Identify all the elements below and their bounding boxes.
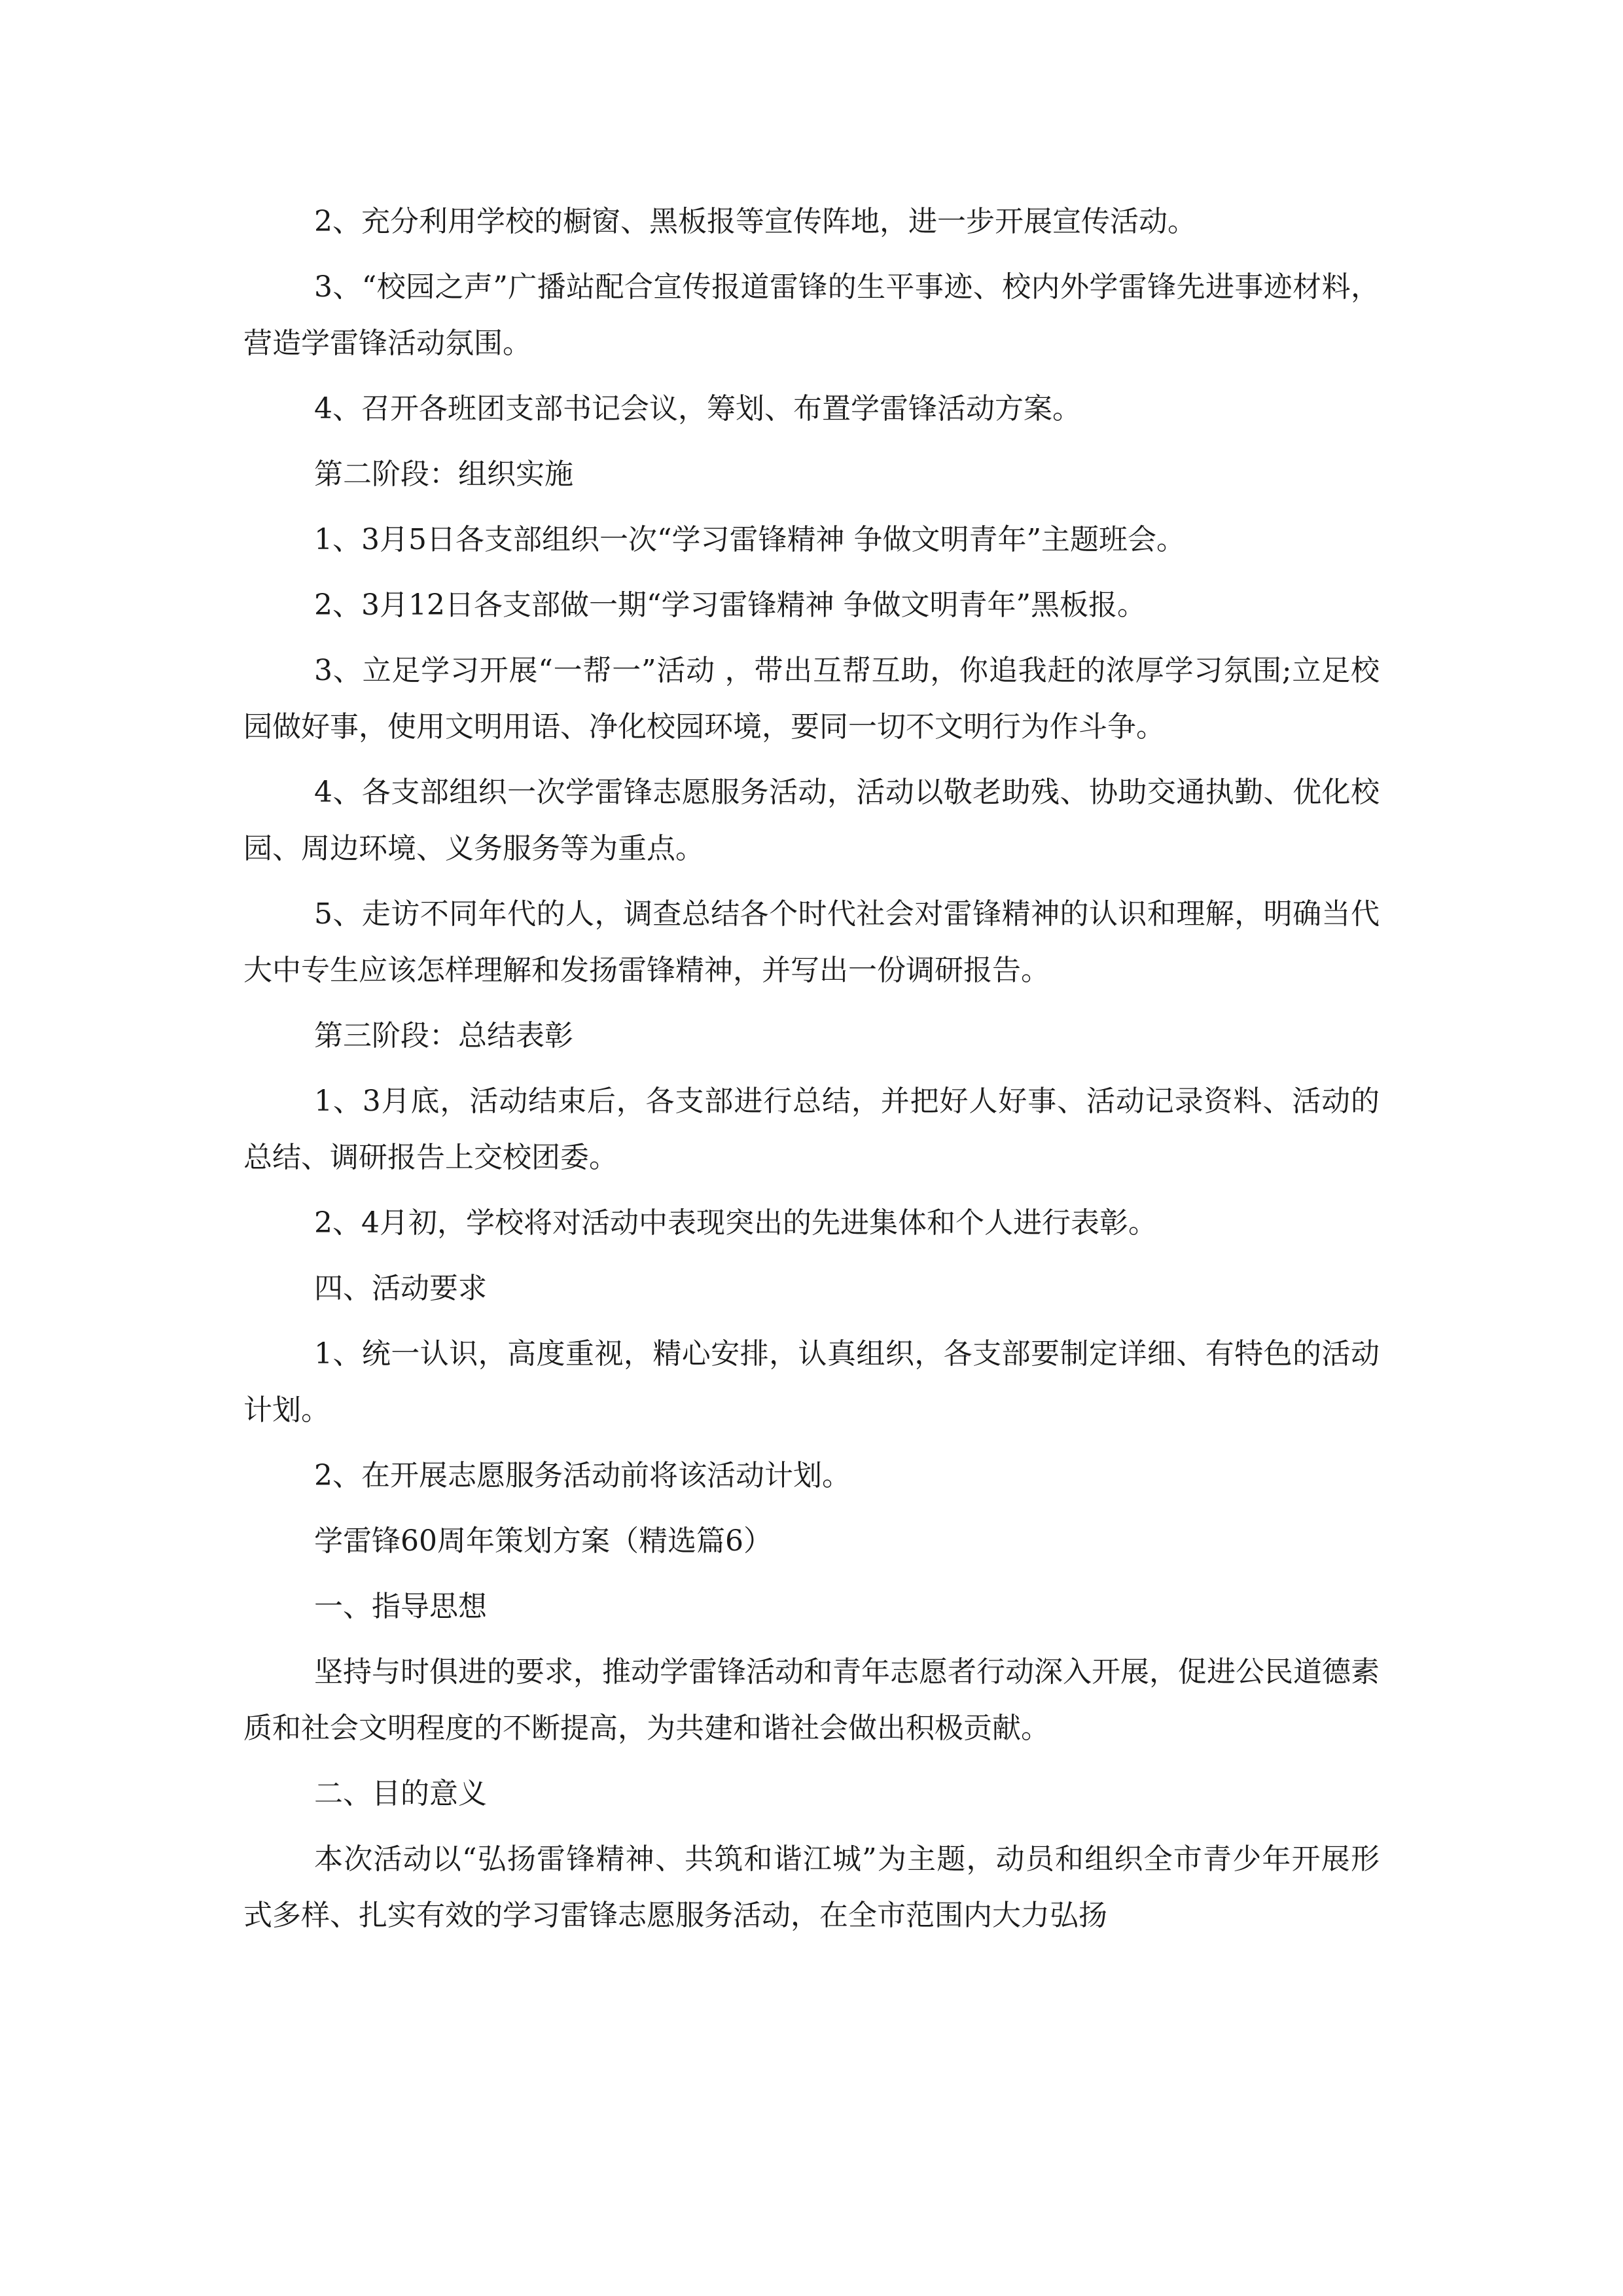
paragraph: 1、3月底，活动结束后，各支部进行总结，并把好人好事、活动记录资料、活动的总结、调研报告上交校团委。 xyxy=(243,1085,1380,1174)
paragraph: 本次活动以“弘扬雷锋精神、共筑和谐江城”为主题，动员和组织全市青少年开展形式多样、扎实有效的学习雷锋志愿服务活动，在全市范围内大力弘扬 xyxy=(243,1842,1380,1932)
paragraph: 2、充分利用学校的橱窗、黑板报等宣传阵地，进一步开展宣传活动。 xyxy=(314,205,1196,238)
paragraph: 2、在开展志愿服务活动前将该活动计划。 xyxy=(314,1459,851,1492)
paragraph: 坚持与时俱进的要求，推动学雷锋活动和青年志愿者行动深入开展，促进公民道德素质和社会文明程度的不断提高，为共建和谐社会做出积极贡献。 xyxy=(243,1655,1380,1745)
section-heading: 第三阶段：总结表彰 xyxy=(314,1019,573,1052)
section-heading: 第二阶段：组织实施 xyxy=(314,457,573,491)
paragraph: 1、统一认识，高度重视，精心安排，认真组织，各支部要制定详细、有特色的活动计划。 xyxy=(243,1337,1380,1427)
paragraph: 4、召开各班团支部书记会议，筹划、布置学雷锋活动方案。 xyxy=(314,392,1081,425)
document-body xyxy=(243,194,1380,1953)
paragraph: 4、各支部组织一次学雷锋志愿服务活动，活动以敬老助残、协助交通执勤、优化校园、周边环境、义务服务等为重点。 xyxy=(243,776,1380,865)
paragraph: 3、立足学习开展“一帮一”活动 ，带出互帮互助，你追我赶的浓厚学习氛围;立足校园做好事，使用文明用语、净化校园环境，要同一切不文明行为作斗争。 xyxy=(243,654,1380,744)
paragraph: 2、3月12日各支部做一期“学习雷锋精神 争做文明青年”黑板报。 xyxy=(314,588,1146,622)
section-heading: 四、活动要求 xyxy=(314,1272,487,1305)
paragraph: 1、3月5日各支部组织一次“学习雷锋精神 争做文明青年”主题班会。 xyxy=(314,523,1185,556)
paragraph: 2、4月初，学校将对活动中表现突出的先进集体和个人进行表彰。 xyxy=(314,1206,1157,1240)
paragraph: 3、“校园之声”广播站配合宣传报道雷锋的生平事迹、校内外学雷锋先进事迹材料，营造学雷锋活动氛围。 xyxy=(243,270,1380,360)
document-title: 学雷锋60周年策划方案（精选篇6） xyxy=(314,1524,772,1558)
section-heading: 一、指导思想 xyxy=(314,1590,487,1623)
paragraph: 5、走访不同年代的人，调查总结各个时代社会对雷锋精神的认识和理解，明确当代大中专生应该怎样理解和发扬雷锋精神，并写出一份调研报告。 xyxy=(243,897,1380,987)
section-heading: 二、目的意义 xyxy=(314,1777,487,1810)
